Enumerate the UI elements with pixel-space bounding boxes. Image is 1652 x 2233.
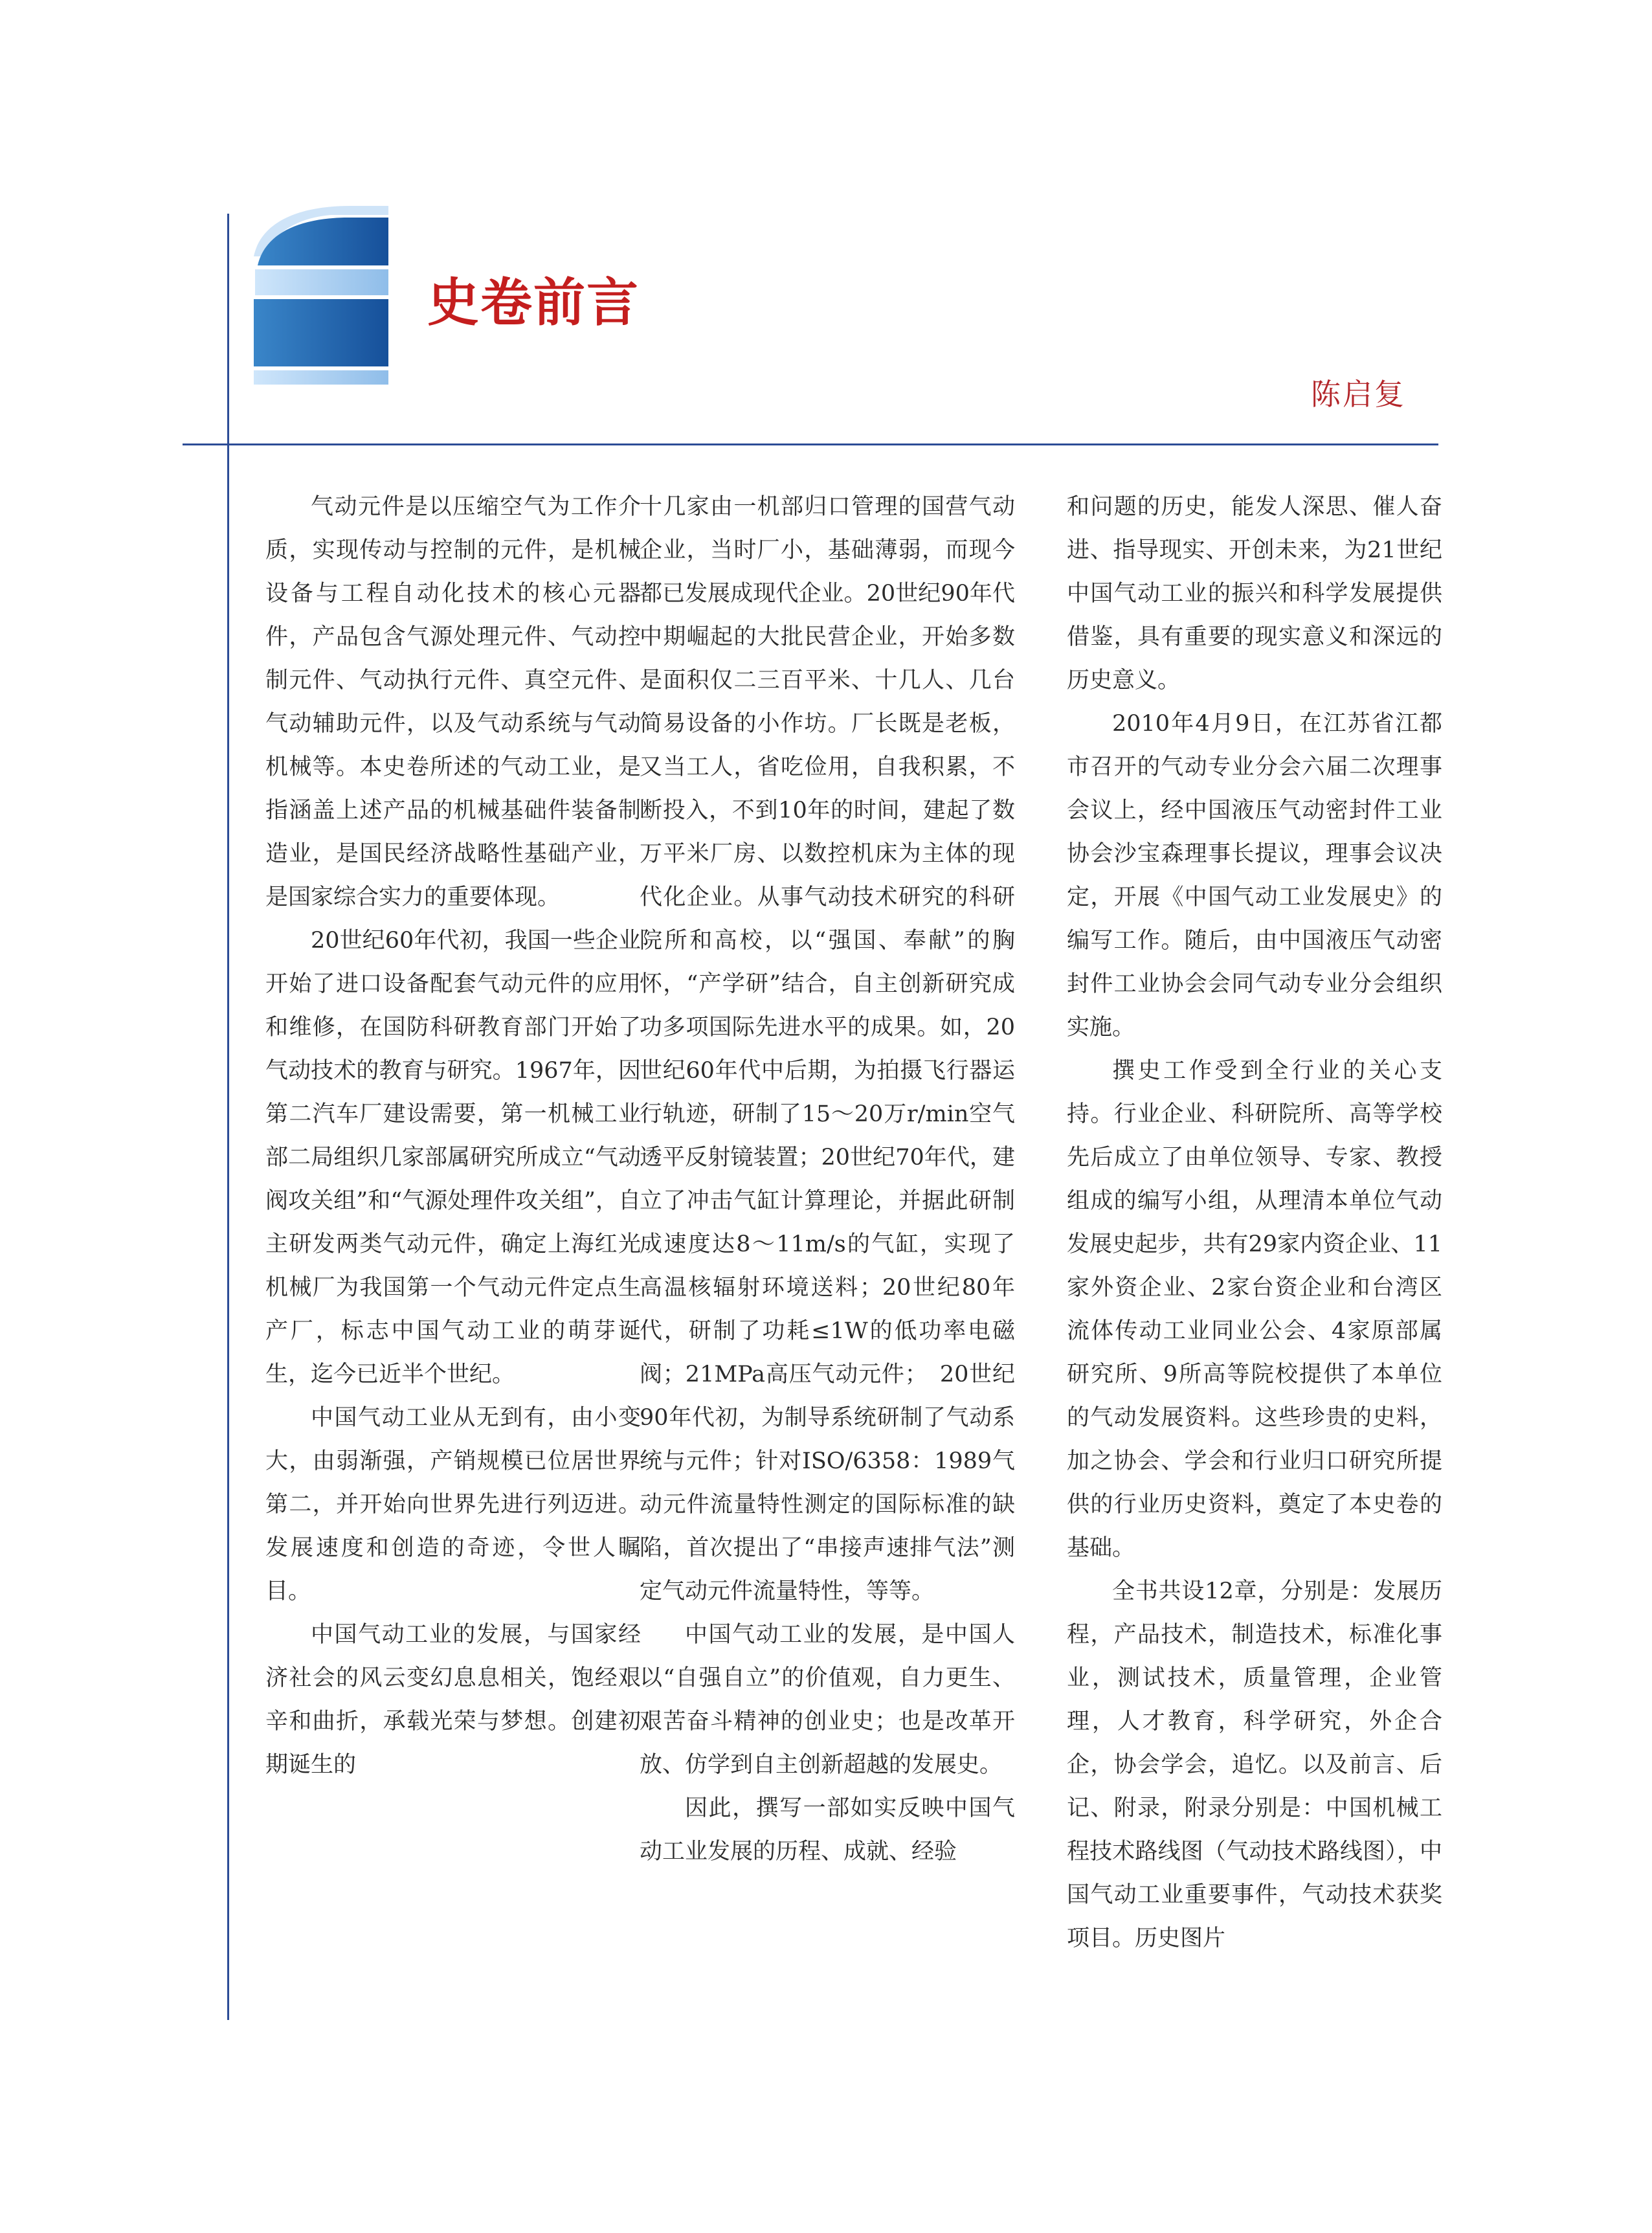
paragraph: 十几家由一机部归口管理的国营气动企业，当时厂小，基础薄弱，而现今都已发展成现代企业。20世纪90年代中期崛起的大批民营企业，开始多数是面积仅二三百平米、十几人、几台简易设备的小作坊。厂长既是老板，又当工人，省吃俭用，自我积累，不断投入，不到10年的时间，建起了数万平米厂房、以数控机床为主体的现代化企业。从事气动技术研究的科研院所和高校，以“强国、奉献”的胸怀，“产学研”结合，自主创新研究成功多项国际先进水平的成果。如，20世纪60年代中后期，为拍摄飞行器运行轨迹，研制了15～20万r/min空气透平反射镜装置；20世纪70年代，建立了冲击气缸计算理论，并据此研制成速度达8～11m/s的气缸，实现了高温核辐射环境送料；20世纪80年代，研制了功耗≤1W的低功率电磁阀；21MPa高压气动元件； 20世纪90年代初，为制导系统研制了气动系统与元件；针对ISO/6358：1989气动元件流量特性测定的国际标准的缺陷，首次提出了“串接声速排气法”测定气动元件流量特性，等等。: [640, 494, 1015, 1604]
paragraph: 中国气动工业的发展，与国家经济社会的风云变幻息息相关，饱经艰辛和曲折，承载光荣与梦想。创建初期诞生的: [265, 1622, 641, 1778]
paragraph: 全书共设12章，分别是：发展历程，产品技术，制造技术，标准化事业，测试技术，质量管理，企业管理，人才教育，科学研究，外企合企，协会学会，追忆。以及前言、后记、附录，附录分别是：中国机械工程技术路线图（气动技术路线图），中国气动工业重要事件，气动技术获奖项目。历史图片: [1067, 1578, 1442, 1951]
paragraph: 中国气动工业的发展，是中国人以“自强自立”的价值观，自力更生、艰苦奋斗精神的创业史；也是改革开放、仿学到自主创新超越的发展史。: [640, 1622, 1015, 1778]
vertical-rule: [227, 214, 229, 2020]
paragraph: 和问题的历史，能发人深思、催人奋进、指导现实、开创未来，为21世纪中国气动工业的振兴和科学发展提供借鉴，具有重要的现实意义和深远的历史意义。: [1067, 494, 1442, 693]
text-column-3: [1067, 486, 1442, 1960]
section-title: 史卷前言: [427, 273, 640, 333]
text-column-2: [640, 486, 1015, 1874]
text-column-1: [265, 486, 641, 1787]
paragraph: 20世纪60年代初，我国一些企业开始了进口设备配套气动元件的应用和维修，在国防科研教育部门开始了气动技术的教育与研究。1967年，因第二汽车厂建设需要，第一机械工业部二局组织几家部属研究所成立“气动阀攻关组”和“气源处理件攻关组”，自主研发两类气动元件，确定上海红光机械厂为我国第一个气动元件定点生产厂，标志中国气动工业的萌芽诞生，迄今已近半个世纪。: [265, 928, 641, 1387]
emblem-graphic: [254, 206, 388, 385]
horizontal-rule: [183, 443, 1438, 445]
paragraph: 撰史工作受到全行业的关心支持。行业企业、科研院所、高等学校先后成立了由单位领导、专家、教授组成的编写小组，从理清本单位气动发展史起步，共有29家内资企业、11家外资企业、2家台资企业和台湾区流体传动工业同业公会、4家原部属研究所、9所高等院校提供了本单位的气动发展资料。这些珍贵的史料，加之协会、学会和行业归口研究所提供的行业历史资料，奠定了本史卷的基础。: [1067, 1058, 1442, 1561]
paragraph: 2010年4月9日，在江苏省江都市召开的气动专业分会六届二次理事会议上，经中国液压气动密封件工业协会沙宝森理事长提议，理事会议决定，开展《中国气动工业发展史》的编写工作。随后，由中国液压气动密封件工业协会会同气动专业分会组织实施。: [1067, 711, 1442, 1040]
paragraph: 中国气动工业从无到有，由小变大，由弱渐强，产销规模已位居世界第二，并开始向世界先进行列迈进。发展速度和创造的奇迹，令世人瞩目。: [265, 1405, 641, 1604]
author-name: 陈启复: [1311, 377, 1406, 412]
paragraph: 因此，撰写一部如实反映中国气动工业发展的历程、成就、经验: [640, 1795, 1015, 1865]
paragraph: 气动元件是以压缩空气为工作介质，实现传动与控制的元件，是机械设备与工程自动化技术的核心元器件，产品包含气源处理元件、气动控制元件、气动执行元件、真空元件、气动辅助元件，以及气动系统与气动机械等。本史卷所述的气动工业，是指涵盖上述产品的机械基础件装备制造业，是国民经济战略性基础产业，是国家综合实力的重要体现。: [265, 494, 641, 910]
